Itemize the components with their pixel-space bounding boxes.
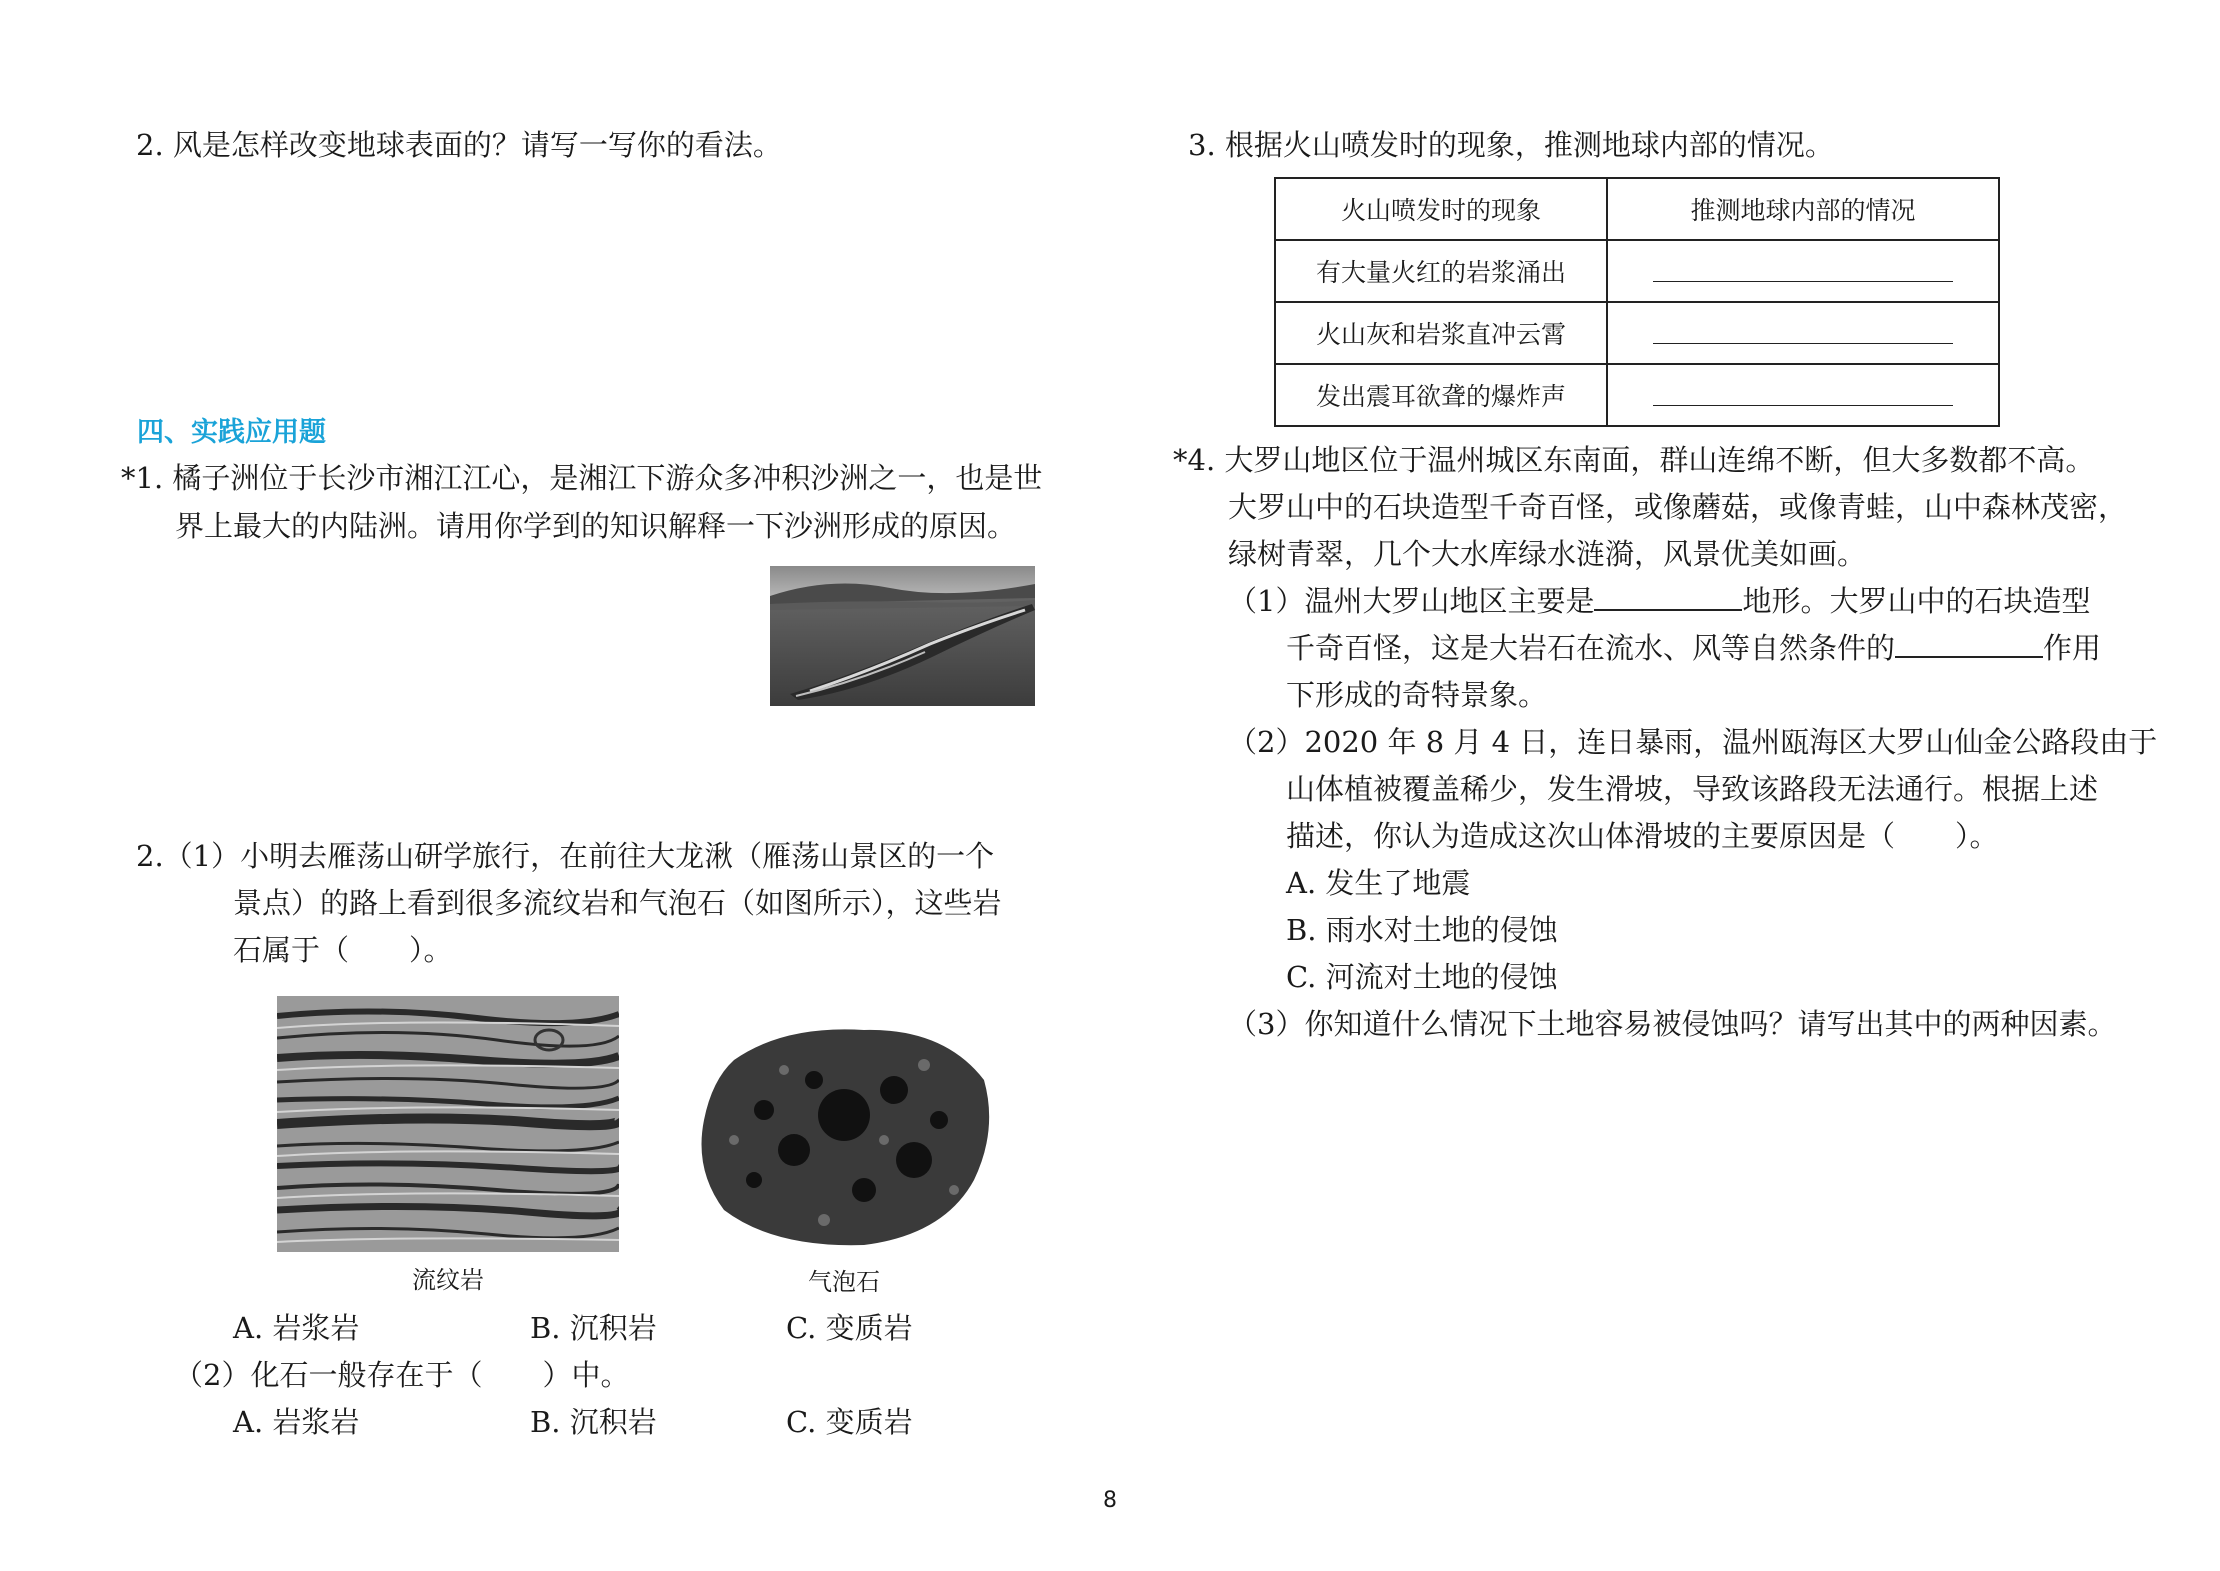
practice-q1-line1: *1. 橘子洲位于长沙市湘江江心，是湘江下游众多冲积沙洲之一，也是世 xyxy=(121,461,1043,495)
q4-sub1-line2: 千奇百怪，这是大岩石在流水、风等自然条件的 作用 xyxy=(1286,625,2101,671)
practice-q2-line1: 2.（1）小明去雁荡山研学旅行，在前往大龙湫（雁荡山景区的一个 xyxy=(136,839,995,873)
q4-sub2-option-a: A. 发生了地震 xyxy=(1286,866,1471,900)
orange-isle-photo xyxy=(770,566,1035,706)
question-4-line3: 绿树青翠，几个大水库绿水涟漪，风景优美如画。 xyxy=(1228,537,1867,571)
table-cell-phenomenon: 火山灰和岩浆直冲云霄 xyxy=(1275,302,1607,364)
table-cell-answer[interactable] xyxy=(1607,240,1999,302)
q2-sub1-option-a: A. 岩浆岩 xyxy=(233,1311,360,1345)
practice-q2-line2: 景点）的路上看到很多流纹岩和气泡石（如图所示），这些岩 xyxy=(233,886,1002,920)
caption-pumice: 气泡石 xyxy=(808,1268,880,1296)
q4-sub2-line1: （2）2020 年 8 月 4 日，连日暴雨，温州瓯海区大罗山仙金公路段由于 xyxy=(1228,725,2158,759)
q2-sub2-option-b: B. 沉积岩 xyxy=(530,1405,657,1439)
question-4-line1: *4. 大罗山地区位于温州城区东南面，群山连绵不断，但大多数都不高。 xyxy=(1173,443,2095,477)
table-row xyxy=(1275,364,1999,426)
q2-sub2-option-c: C. 变质岩 xyxy=(786,1405,913,1439)
caption-rhyolite: 流纹岩 xyxy=(412,1266,484,1294)
q2-sub2: （2）化石一般存在于（ ）中。 xyxy=(174,1358,630,1392)
q4-sub3: （3）你知道什么情况下土地容易被侵蚀吗？请写出其中的两种因素。 xyxy=(1228,1007,2117,1041)
table-cell-phenomenon: 有大量火红的岩浆涌出 xyxy=(1275,240,1607,302)
q2-sub1-option-b: B. 沉积岩 xyxy=(530,1311,657,1345)
answer-blank[interactable] xyxy=(1653,255,1953,282)
question-3-volcano: 3. 根据火山喷发时的现象，推测地球内部的情况。 xyxy=(1188,128,1834,162)
table-header-inference: 推测地球内部的情况 xyxy=(1607,178,1999,240)
pumice-photo xyxy=(694,1020,998,1250)
rhyolite-photo xyxy=(277,996,619,1252)
section-title-practice: 四、实践应用题 xyxy=(137,417,326,448)
table-row xyxy=(1275,240,1999,302)
q4-sub2-option-c: C. 河流对土地的侵蚀 xyxy=(1286,960,1558,994)
answer-blank[interactable] xyxy=(1594,579,1742,611)
q4-sub2-option-b: B. 雨水对土地的侵蚀 xyxy=(1286,913,1558,947)
answer-blank[interactable] xyxy=(1653,317,1953,344)
q2-sub2-option-a: A. 岩浆岩 xyxy=(233,1405,360,1439)
q4-sub2-line3: 描述，你认为造成这次山体滑坡的主要原因是（ ）。 xyxy=(1286,819,1999,853)
table-cell-answer[interactable] xyxy=(1607,364,1999,426)
volcano-table xyxy=(1274,177,2000,427)
table-header-row xyxy=(1275,178,1999,240)
q4-sub2-line2: 山体植被覆盖稀少，发生滑坡，导致该路段无法通行。根据上述 xyxy=(1286,772,2099,806)
practice-q2-line3: 石属于（ ）。 xyxy=(233,933,453,967)
table-cell-answer[interactable] xyxy=(1607,302,1999,364)
q4-sub1-line3: 下形成的奇特景象。 xyxy=(1286,678,1548,712)
q2-sub1-option-c: C. 变质岩 xyxy=(786,1311,913,1345)
page-number: 8 xyxy=(1103,1488,1117,1513)
answer-blank[interactable] xyxy=(1895,626,2043,658)
q4-sub1-line1: （1）温州大罗山地区主要是 地形。大罗山中的石块造型 xyxy=(1228,578,2090,624)
question-2-wind: 2. 风是怎样改变地球表面的？请写一写你的看法。 xyxy=(136,128,782,162)
table-row xyxy=(1275,302,1999,364)
table-cell-phenomenon: 发出震耳欲聋的爆炸声 xyxy=(1275,364,1607,426)
table-header-phenomenon: 火山喷发时的现象 xyxy=(1275,178,1607,240)
answer-blank[interactable] xyxy=(1653,379,1953,406)
question-4-line2: 大罗山中的石块造型千奇百怪，或像蘑菇，或像青蛙，山中森林茂密， xyxy=(1228,490,2128,524)
practice-q1-line2: 界上最大的内陆洲。请用你学到的知识解释一下沙洲形成的原因。 xyxy=(175,509,1017,543)
